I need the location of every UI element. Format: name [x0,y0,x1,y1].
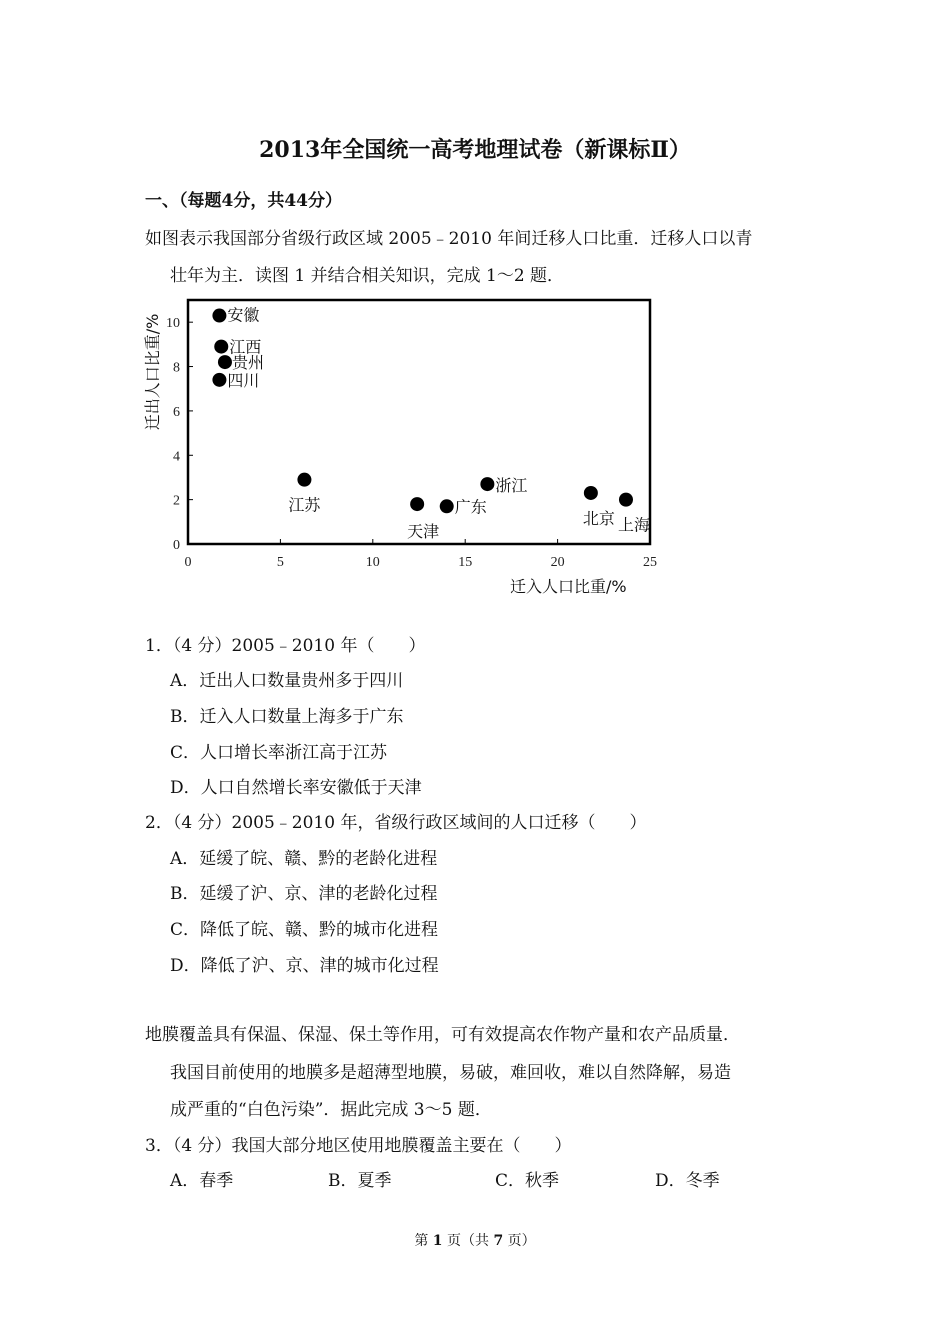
data-point [214,340,228,354]
q2-option-b: B．延缓了沪、京、津的老龄化过程 [170,884,438,904]
data-point-label: 广东 [454,497,487,517]
data-point-label: 天津 [407,522,440,542]
q3-stem: 3．（4 分）我国大部分地区使用地膜覆盖主要在（ ） [145,1136,572,1156]
x-axis-label: 迁入人口比重/% [510,577,627,596]
q2-option-c: C．降低了皖、赣、黔的城市化进程 [170,920,439,940]
page-footer [0,1230,950,1250]
data-point-label: 四川 [227,370,260,390]
data-point [212,373,226,387]
q1-stem: 1．（4 分）2005﹣2010 年（ ） [145,636,426,656]
q1-option-d: D．人口自然增长率安徽低于天津 [170,778,422,798]
footer-pre: 第 [414,1233,429,1249]
footer-mid: 页（共 [447,1233,489,1249]
y-tick-label: 2 [173,493,180,509]
q1-option-a: A．迁出人口数量贵州多于四川 [170,671,404,691]
q3-option-a: A．春季 [170,1171,234,1191]
y-tick-label: 8 [173,360,180,376]
x-tick-label: 0 [184,555,192,570]
x-tick-label: 20 [550,555,565,570]
data-point-label: 上海 [617,515,650,535]
q2-option-d: D．降低了沪、京、津的城市化过程 [170,956,439,976]
migration-scatter-chart [140,292,660,602]
intro-1-line-2: 壮年为主．读图 1 并结合相关知识，完成 1～2 题． [170,266,565,286]
y-tick-label: 10 [166,316,180,332]
x-tick-label: 15 [458,555,473,570]
footer-page-number: 1 [432,1233,443,1249]
x-tick-label: 10 [365,555,380,570]
y-tick-label: 0 [173,538,180,553]
q2-stem: 2．（4 分）2005﹣2010 年，省级行政区域间的人口迁移（ ） [145,813,647,833]
section-heading: 一、（每题4分，共44分） [145,191,342,211]
q1-option-c: C．人口增长率浙江高于江苏 [170,743,388,763]
data-point-label: 安徽 [227,305,260,325]
footer-post: 页） [507,1233,536,1249]
y-tick-label: 6 [173,404,180,420]
q3-option-d: D．冬季 [655,1171,720,1191]
data-point [480,477,494,491]
data-point-label: 江西 [229,337,262,357]
data-point [297,473,311,487]
footer-page-total: 7 [493,1233,504,1249]
q1-option-b: B．迁入人口数量上海多于广东 [170,707,404,727]
intro-2-line-2: 我国目前使用的地膜多是超薄型地膜，易破，难回收，难以自然降解，易造 [170,1063,731,1083]
data-point [410,497,424,511]
intro-1-line-1: 如图表示我国部分省级行政区域 2005﹣2010 年间迁移人口比重．迁移人口以青 [145,229,753,249]
data-point-label: 北京 [582,508,615,528]
y-tick-label: 4 [173,449,180,465]
intro-2-line-1: 地膜覆盖具有保温、保湿、保土等作用，可有效提高农作物产量和农产品质量． [145,1025,740,1045]
data-point [218,355,232,369]
data-point [440,499,454,513]
page-title: 2013年全国统一高考地理试卷（新课标Ⅱ） [259,137,691,163]
q3-option-c: C．秋季 [495,1171,560,1191]
x-tick-label: 25 [643,555,657,570]
data-point-label: 江苏 [288,495,321,515]
y-axis-label: 迁出人口比重/% [143,313,162,431]
data-point [584,486,598,500]
x-tick-label: 5 [276,555,284,570]
data-point-label: 贵州 [231,353,264,373]
data-point [212,309,226,323]
q2-option-a: A．延缓了皖、赣、黔的老龄化进程 [170,849,438,869]
data-point-label: 浙江 [495,476,528,496]
data-point [619,493,633,507]
q3-option-b: B．夏季 [328,1171,392,1191]
intro-2-line-3: 成严重的“白色污染”．据此完成 3～5 题． [170,1100,492,1120]
